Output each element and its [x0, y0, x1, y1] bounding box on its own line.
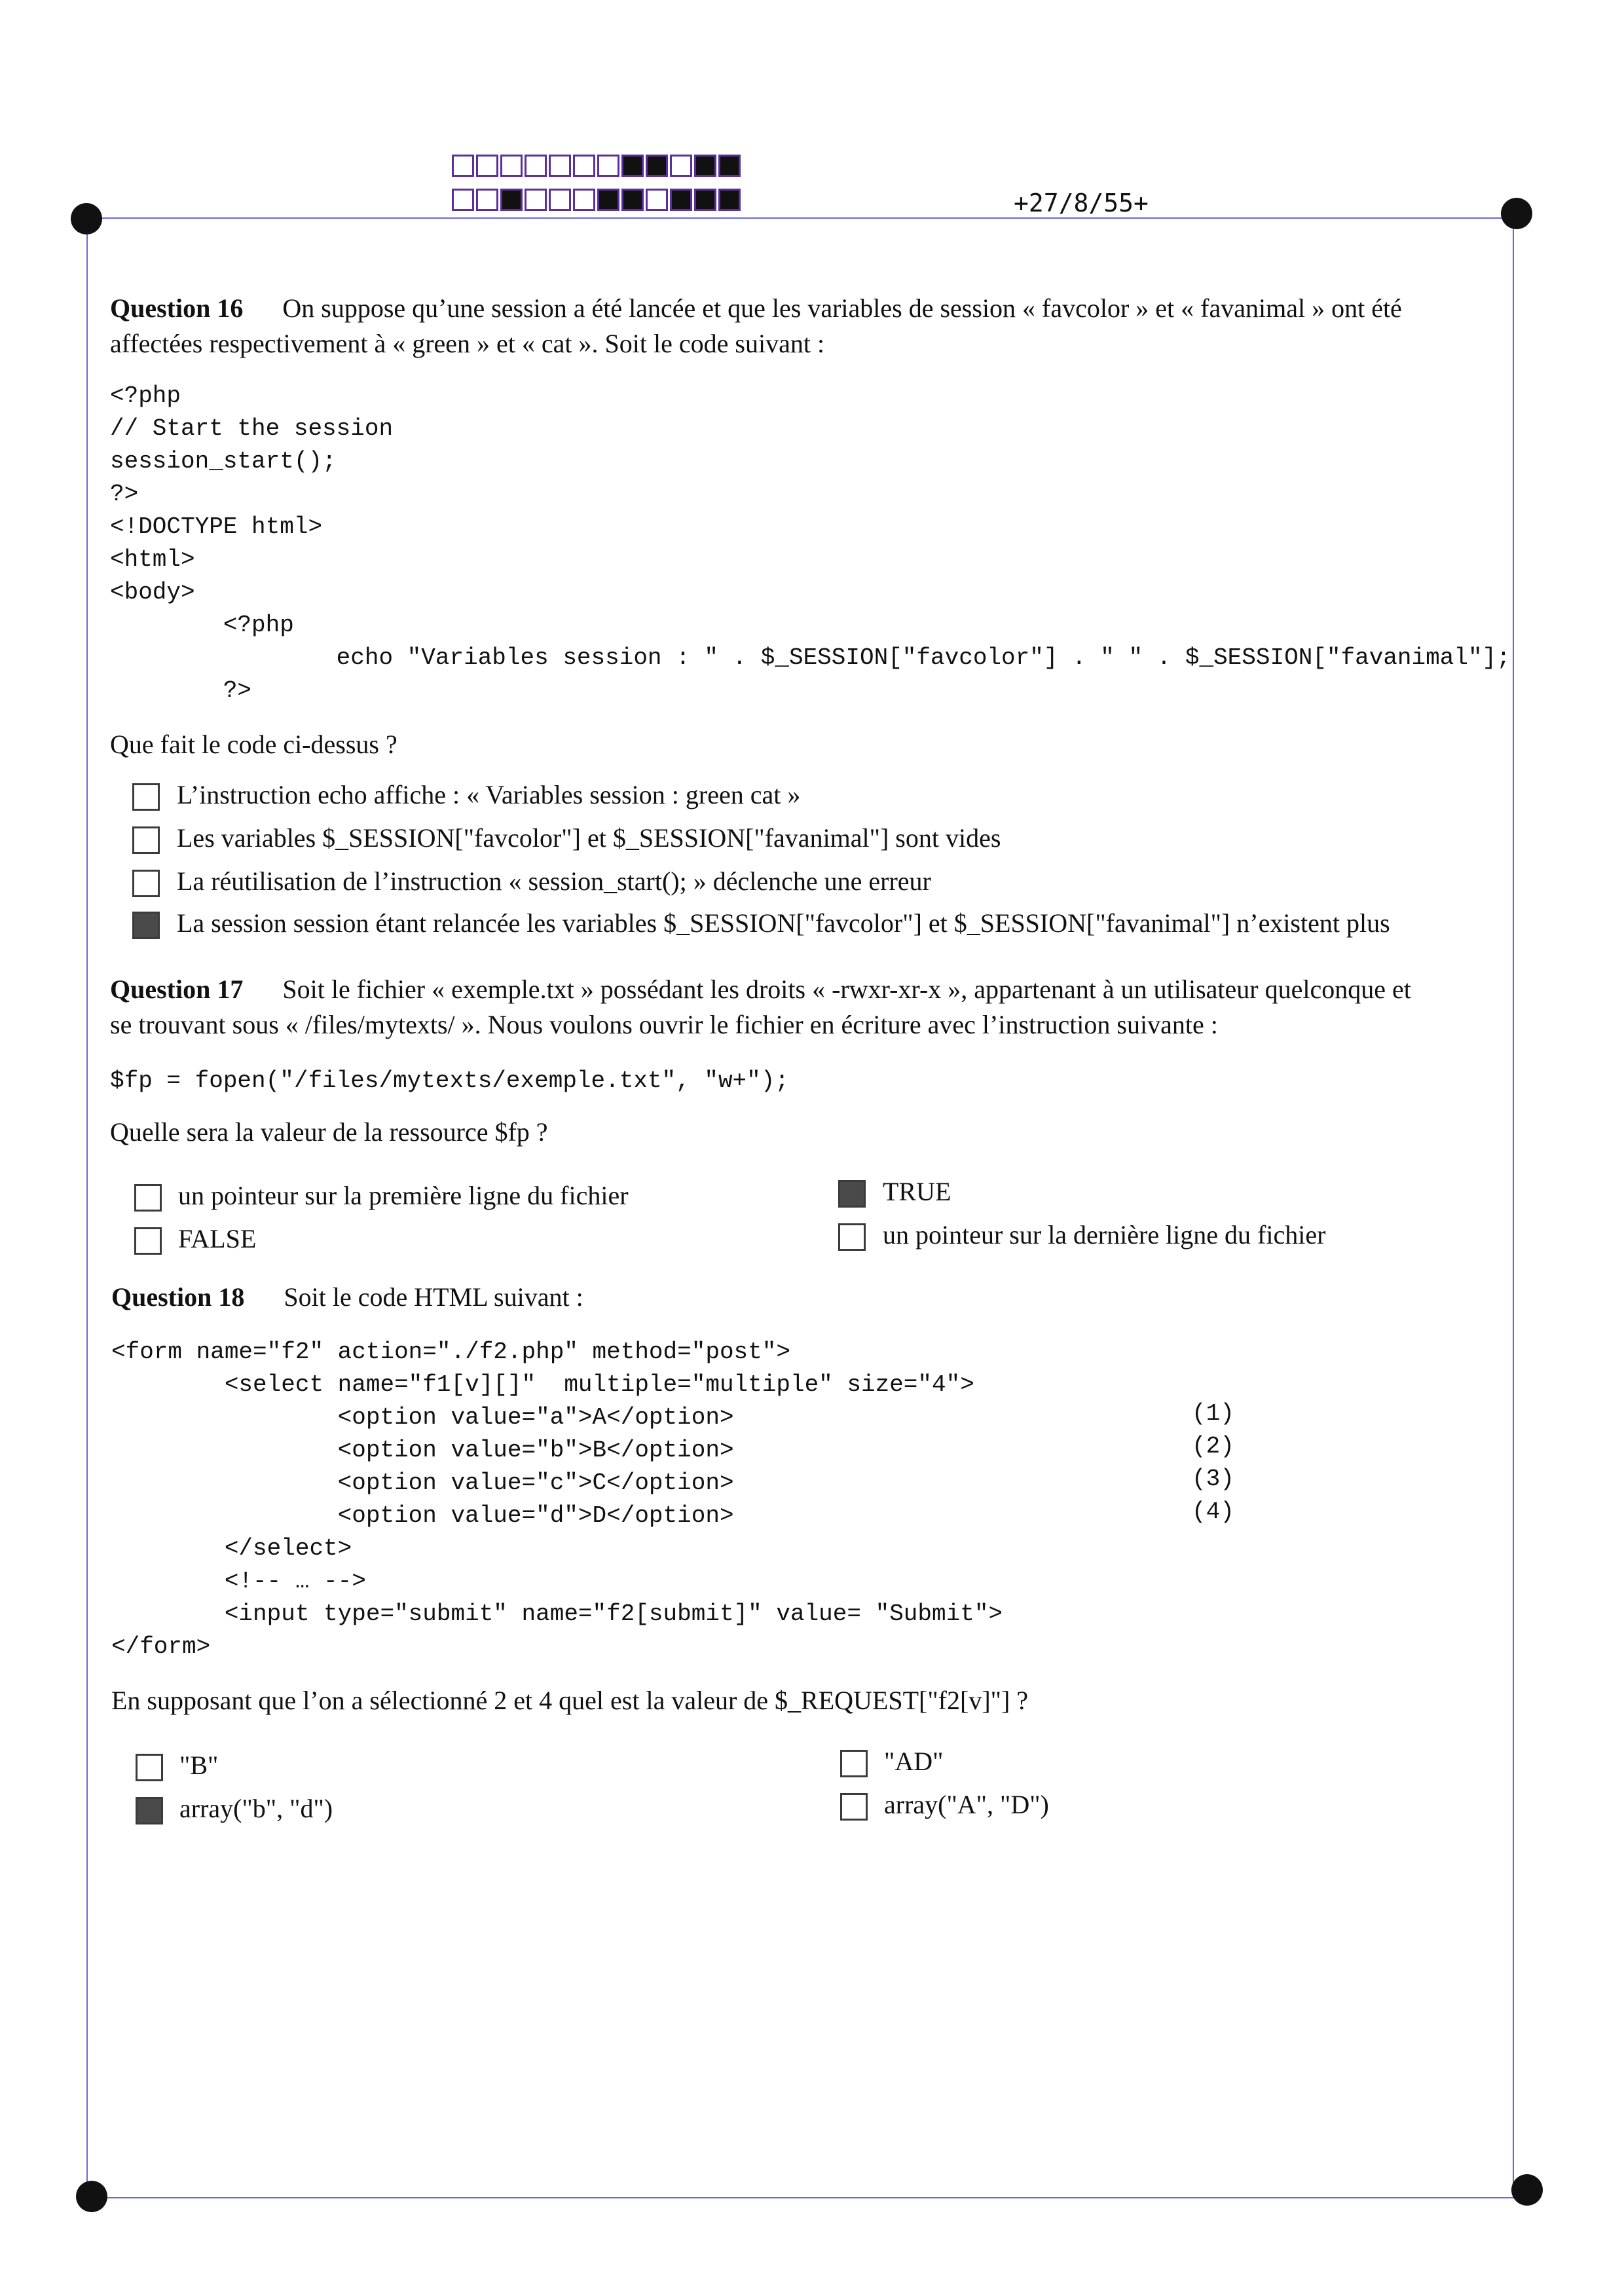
question-16-text-1: On suppose qu’une session a été lancée et que les variables de session « favcolor » et « favanimal » ont été	[282, 293, 1402, 323]
q18-option-4-checkbox[interactable]	[840, 1793, 868, 1821]
question-17-block	[110, 972, 1505, 1043]
question-17-text-1: Soit le fichier « exemple.txt » possédant les droits « -rwxr-xr-x », appartenant à un utilisateur quelconque et	[282, 974, 1411, 1004]
barcode-cell	[597, 155, 619, 177]
q17-option-1-label: un pointeur sur la première ligne du fichier	[178, 1181, 629, 1210]
q17-option-3-checkbox[interactable]	[134, 1227, 162, 1255]
question-18-code: <form name="f2" action="./f2.php" method="post"> <select name="f1[v][]" multiple="multiple" size="4"> <option value="a">A</option> <option value="b">B</option> <option value="c">C</option> <option value="d">D</option> </select> <!-- … --> <input type="submit" name="f2[submit]" value= "Submit"> </form>	[111, 1339, 1003, 1660]
barcode-cell	[573, 189, 595, 211]
question-16-code: <?php // Start the session session_start(); ?> <!DOCTYPE html> <html> <body> <?php echo "Variables session : " . $_SESSION["favcolor"] . " " . $_SESSION["favanimal"]; ?>	[110, 382, 1511, 704]
question-17-prompt: Quelle sera la valeur de la ressource $fp ?	[110, 1117, 548, 1147]
question-18-text: Soit le code HTML suivant :	[284, 1282, 583, 1312]
q16-option-3-checkbox[interactable]	[132, 870, 160, 897]
q16-option-2-checkbox[interactable]	[132, 826, 160, 854]
q16-option-2-label: Les variables $_SESSION["favcolor"] et $_SESSION["favanimal"] sont vides	[177, 823, 1001, 853]
barcode-cell	[549, 189, 571, 211]
corner-marker-top-right	[1501, 198, 1532, 229]
barcode-cell	[525, 189, 547, 211]
barcode-cell	[500, 155, 523, 177]
barcode-cell	[549, 155, 571, 177]
barcode-cell	[646, 189, 668, 211]
barcode-cell	[525, 155, 547, 177]
q17-option-4-checkbox[interactable]	[838, 1223, 866, 1251]
question-17-line1	[110, 972, 1505, 1007]
q18-option-2-checkbox[interactable]	[840, 1750, 868, 1777]
barcode-cell	[452, 155, 474, 177]
q16-option-4-checkbox[interactable]	[132, 912, 160, 939]
q17-option-2-label: TRUE	[883, 1177, 951, 1206]
q16-option-1-checkbox[interactable]	[132, 783, 160, 811]
question-16-block	[110, 291, 1505, 361]
barcode-cell	[718, 189, 741, 211]
barcode-cell	[718, 155, 741, 177]
question-16-title: Question 16	[110, 293, 244, 323]
q18-option-2-label: "AD"	[884, 1747, 944, 1776]
q16-option-1-label: L’instruction echo affiche : « Variables session : green cat »	[177, 780, 801, 809]
code-line-number-2: (2)	[1192, 1433, 1234, 1460]
barcode-cell	[694, 189, 716, 211]
q18-option-3-label: array("b", "d")	[179, 1794, 333, 1823]
corner-marker-top-left	[71, 203, 102, 234]
corner-marker-bottom-right	[1511, 2174, 1543, 2206]
barcode-row-1	[452, 155, 743, 177]
barcode-row-2	[452, 189, 743, 211]
q17-option-2-checkbox[interactable]	[838, 1180, 866, 1208]
barcode-cell	[500, 189, 523, 211]
q18-option-1-label: "B"	[179, 1750, 219, 1780]
question-17-text-2: se trouvant sous « /files/mytexts/ ». Nous voulons ouvrir le fichier en écriture avec l’instruction suivante :	[110, 1010, 1218, 1039]
barcode-cell	[621, 155, 644, 177]
question-18-prompt: En supposant que l’on a sélectionné 2 et 4 quel est la valeur de $_REQUEST["f2[v]"] ?	[111, 1686, 1029, 1715]
q18-option-3-checkbox[interactable]	[136, 1797, 163, 1824]
barcode-cell	[597, 189, 619, 211]
question-17-code: $fp = fopen("/files/mytexts/exemple.txt", "w+");	[110, 1067, 789, 1094]
question-17-title: Question 17	[110, 974, 244, 1004]
barcode-cell	[476, 155, 498, 177]
barcode-cell	[670, 189, 692, 211]
q17-option-4-label: un pointeur sur la dernière ligne du fichier	[883, 1220, 1326, 1250]
barcode-cell	[452, 189, 474, 211]
question-18-block	[111, 1280, 583, 1315]
code-line-number-1: (1)	[1192, 1400, 1234, 1427]
q16-option-3-label: La réutilisation de l’instruction « session_start(); » déclenche une erreur	[177, 866, 931, 896]
question-18-title: Question 18	[111, 1282, 245, 1312]
code-line-number-3: (3)	[1192, 1466, 1234, 1492]
q18-option-1-checkbox[interactable]	[136, 1754, 163, 1781]
question-16-text-2: affectées respectivement à « green » et « cat ». Soit le code suivant :	[110, 329, 825, 358]
q16-option-4-label: La session session étant relancée les variables $_SESSION["favcolor"] et $_SESSION["favanimal"] n’existent plus	[177, 908, 1390, 938]
q18-option-4-label: array("A", "D")	[884, 1790, 1049, 1819]
question-16-line1	[110, 291, 1505, 326]
barcode-cell	[694, 155, 716, 177]
page-code: +27/8/55+	[1014, 189, 1149, 217]
barcode-cell	[646, 155, 668, 177]
code-line-number-4: (4)	[1192, 1498, 1234, 1525]
question-16-prompt: Que fait le code ci-dessus ?	[110, 730, 397, 759]
q17-option-3-label: FALSE	[178, 1224, 257, 1253]
barcode-cell	[670, 155, 692, 177]
barcode-cell	[621, 189, 644, 211]
barcode-cell	[476, 189, 498, 211]
barcode-cell	[573, 155, 595, 177]
q17-option-1-checkbox[interactable]	[134, 1184, 162, 1212]
corner-marker-bottom-left	[76, 2181, 107, 2212]
